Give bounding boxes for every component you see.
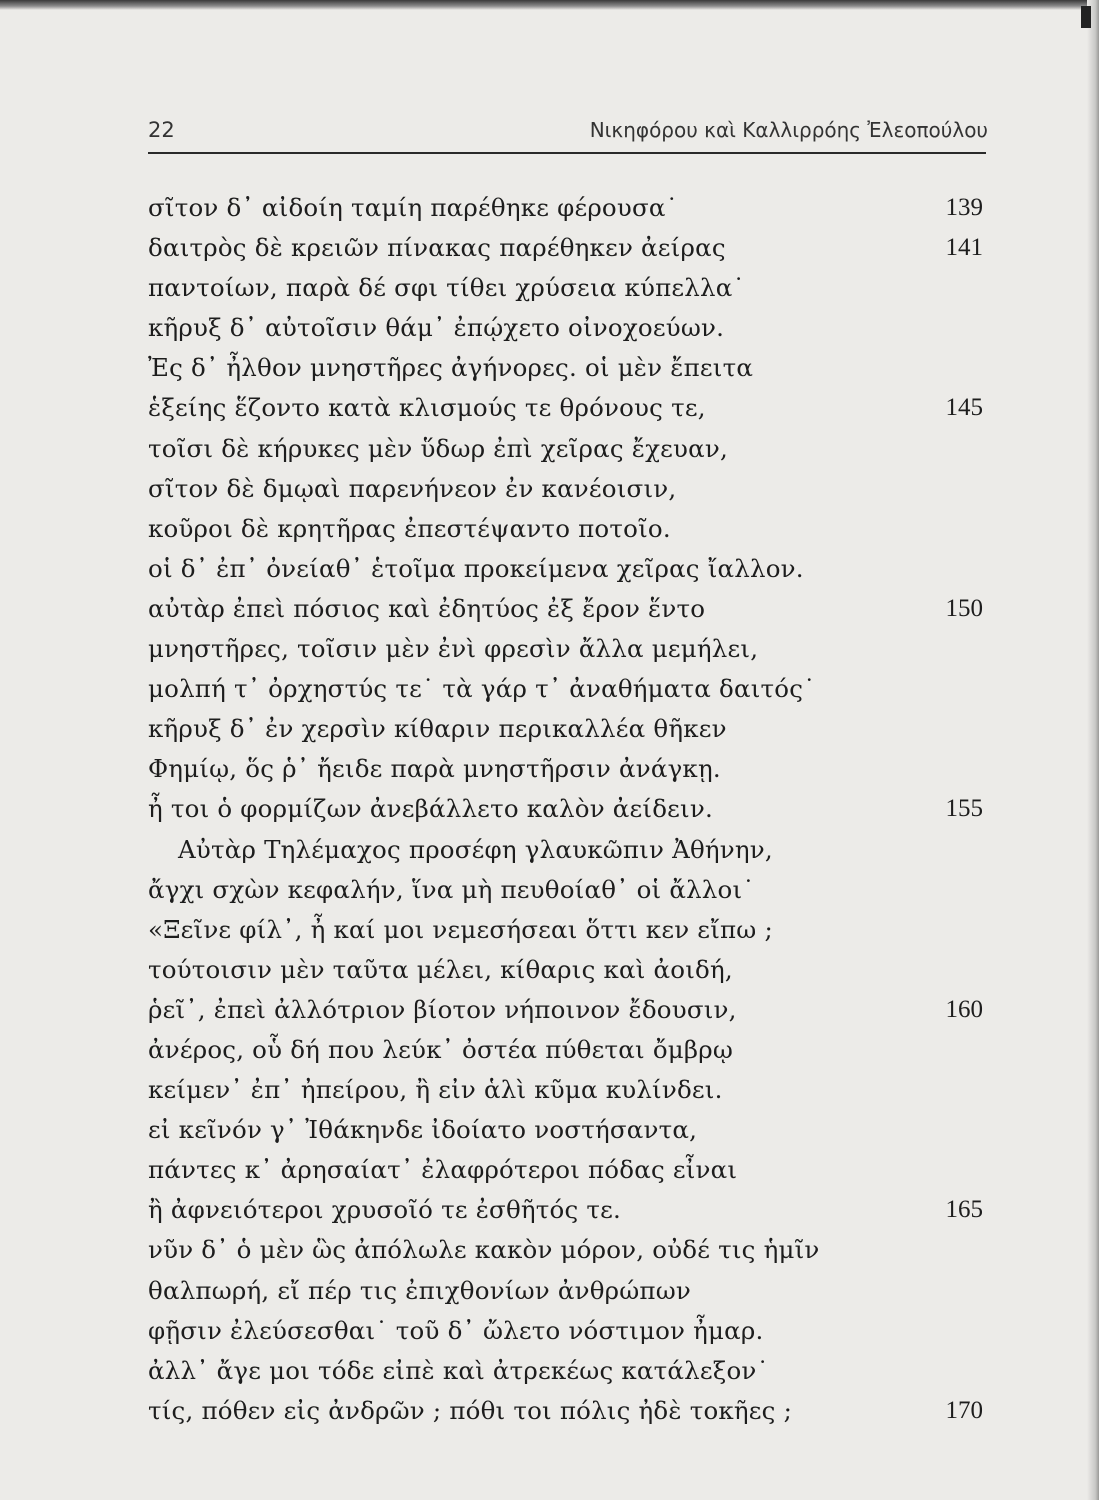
verse-text: ἄγχι σχὼν κεφαλήν, ἵνα μὴ πευθοίαθ᾽ οἱ ἄλλοι˙	[148, 874, 755, 904]
verse-line	[148, 1230, 983, 1270]
verse-line	[148, 830, 983, 870]
verse-line	[148, 348, 983, 388]
verse-line	[148, 509, 983, 549]
verse-line	[148, 709, 983, 749]
scan-right-edge	[1087, 0, 1099, 1500]
running-head	[148, 118, 988, 152]
verse-text: αὐτὰρ ἐπεὶ πόσιος καὶ ἐδητύος ἐξ ἔρον ἕντο	[148, 593, 706, 623]
verse-text: θαλπωρή, εἴ πέρ τις ἐπιχθονίων ἀνθρώπων	[148, 1275, 692, 1305]
verse-text: ἀλλ᾽ ἄγε μοι τόδε εἰπὲ καὶ ἀτρεκέως κατάλεξον˙	[148, 1355, 769, 1385]
verse-line	[148, 1150, 983, 1190]
verse-text: ἢ ἀφνειότεροι χρυσοῖό τε ἐσθῆτός τε.	[148, 1195, 622, 1225]
verse-number: 165	[945, 1196, 983, 1224]
verse-line	[148, 1391, 983, 1431]
verse-text: τίς, πόθεν εἰς ἀνδρῶν ; πόθι τοι πόλις ἠδὲ τοκῆες ;	[148, 1395, 793, 1425]
verse-text: «Ξεῖνε φίλ᾽, ἦ καί μοι νεμεσήσεαι ὅττι κεν εἴπω ;	[148, 914, 773, 944]
verse-number: 170	[945, 1396, 983, 1424]
verse-line	[148, 749, 983, 789]
verse-number: 145	[945, 394, 983, 422]
verse-line	[148, 469, 983, 509]
verse-text: σῖτον δὲ δμῳαὶ παρενήνεον ἐν κανέοισιν,	[148, 473, 677, 503]
verse-text: ῥεῖ᾽, ἐπεὶ ἀλλότριον βίοτον νήποινον ἔδουσιν,	[148, 994, 737, 1024]
scan-top-edge	[0, 0, 1099, 10]
verse-number: 160	[945, 995, 983, 1023]
verse-text: ἑξείης ἕζοντο κατὰ κλισμούς τε θρόνους τε,	[148, 393, 706, 423]
page-number: 22	[148, 118, 175, 142]
verse-text: νῦν δ᾽ ὁ μὲν ὣς ἀπόλωλε κακὸν μόρον, οὐδέ τις ἡμῖν	[148, 1235, 820, 1265]
verse-text: τούτοισιν μὲν ταῦτα μέλει, κίθαρις καὶ ἀοιδή,	[148, 954, 733, 984]
verse-text: εἰ κεῖνόν γ᾽ Ἰθάκηνδε ἰδοίατο νοστήσαντα,	[148, 1115, 698, 1145]
verse-text: κείμεν᾽ ἐπ᾽ ἠπείρου, ἢ εἰν ἁλὶ κῦμα κυλίνδει.	[148, 1075, 723, 1105]
header-rule	[148, 152, 986, 154]
verse-text: Ἐς δ᾽ ἦλθον μνηστῆρες ἀγήνορες. οἱ μὲν ἔπειτα	[148, 353, 754, 383]
verse-text: Φημίῳ, ὅς ῥ᾽ ἤειδε παρὰ μνηστῆρσιν ἀνάγκῃ.	[148, 754, 721, 784]
verse-line	[148, 789, 983, 829]
verse-line	[148, 629, 983, 669]
verse-text: πάντες κ᾽ ἀρησαίατ᾽ ἐλαφρότεροι πόδας εἶναι	[148, 1155, 738, 1185]
verse-line	[148, 388, 983, 428]
verse-text: παντοίων, παρὰ δέ σφι τίθει χρύσεια κύπελλα˙	[148, 273, 745, 303]
verse-text: δαιτρὸς δὲ κρειῶν πίνακας παρέθηκεν ἀείρας	[148, 233, 726, 263]
verse-text: κῆρυξ δ᾽ αὐτοῖσιν θάμ᾽ ἐπῴχετο οἰνοχοεύων.	[148, 313, 725, 343]
verse-text: φῇσιν ἐλεύσεσθαι˙ τοῦ δ᾽ ὤλετο νόστιμον ἦμαρ.	[148, 1315, 764, 1345]
verse-line	[148, 268, 983, 308]
verse-line	[148, 188, 983, 228]
verse-line	[148, 1351, 983, 1391]
verse-line	[148, 1030, 983, 1070]
verse-line	[148, 1190, 983, 1230]
verse-line	[148, 910, 983, 950]
verse-block	[148, 188, 983, 1431]
verse-text: τοῖσι δὲ κήρυκες μὲν ὕδωρ ἐπὶ χεῖρας ἔχευαν,	[148, 433, 728, 463]
verse-text: ἦ τοι ὁ φορμίζων ἀνεβάλλετο καλὸν ἀείδειν.	[148, 794, 713, 824]
verse-line	[148, 1311, 983, 1351]
verse-line	[148, 669, 983, 709]
verse-text: σῖτον δ᾽ αἰδοίη ταμίη παρέθηκε φέρουσα˙	[148, 193, 679, 222]
verse-number: 155	[945, 795, 983, 823]
verse-line	[148, 1271, 983, 1311]
verse-number: 150	[945, 594, 983, 622]
verse-line	[148, 1110, 983, 1150]
verse-text: κῆρυξ δ᾽ ἐν χερσὶν κίθαριν περικαλλέα θῆκεν	[148, 714, 727, 744]
verse-line	[148, 1070, 983, 1110]
verse-line	[148, 589, 983, 629]
verse-number: 141	[945, 234, 983, 262]
verse-text: μνηστῆρες, τοῖσιν μὲν ἐνὶ φρεσὶν ἄλλα μεμήλει,	[148, 634, 759, 664]
verse-line	[148, 950, 983, 990]
verse-line	[148, 308, 983, 348]
verse-line	[148, 870, 983, 910]
verse-line	[148, 228, 983, 268]
scan-corner-mark	[1081, 6, 1091, 28]
verse-text: ἀνέρος, οὗ δή που λεύκ᾽ ὀστέα πύθεται ὄμβρῳ	[148, 1034, 734, 1064]
verse-line	[148, 990, 983, 1030]
verse-text: κοῦροι δὲ κρητῆρας ἐπεστέψαντο ποτοῖο.	[148, 513, 671, 543]
verse-number: 139	[945, 194, 983, 221]
verse-text: οἱ δ᾽ ἐπ᾽ ὀνείαθ᾽ ἑτοῖμα προκείμενα χεῖρας ἴαλλον.	[148, 553, 804, 583]
verse-line	[148, 429, 983, 469]
verse-text: Αὐτὰρ Τηλέμαχος προσέφη γλαυκῶπιν Ἀθήνην,	[178, 834, 773, 864]
verse-text: μολπή τ᾽ ὀρχηστύς τε˙ τὰ γάρ τ᾽ ἀναθήματα δαιτός˙	[148, 674, 816, 704]
header-title: Νικηφόρου καὶ Καλλιρρόης Ἐλεοπούλου	[589, 118, 988, 142]
verse-line	[148, 549, 983, 589]
